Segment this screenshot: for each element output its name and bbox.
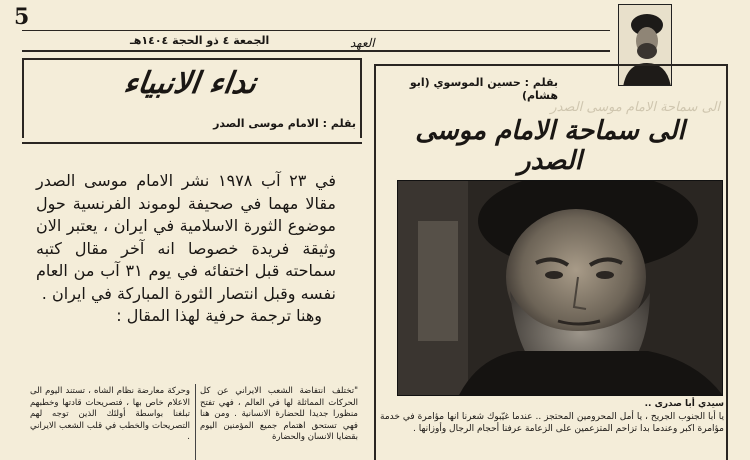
lead-paragraph: في ٢٣ آب ١٩٧٨ نشر الامام موسى الصدر مقالا مهما في صحيفة لوموند الفرنسية حول موضوع الثورة الاسلامية في ايران ، يعتبر الان وثيقة فريدة خصوصا انه آخر مقال كتبه سماحته قبل اختفائه في يوم ٣١ آب من العام نفسه وقبل انتصار الثورة المباركة في ايران . <box>36 171 336 303</box>
page-number: 5 <box>14 4 30 30</box>
right-byline: بقلم : حسين الموسوي (ابو هشام) <box>409 76 558 102</box>
headline: الى سماحة الامام موسى الصدر <box>415 116 685 176</box>
article-column-right: "تختلف انتفاضة الشعب الايراني عن كل الحركات المماثلة لها في العالم ، فهي تفتح منظورا جديدا للحضارة الانسانية . ومن هنا فهي تستحق اهتمام جميع المؤمنين اليوم بقضايا الانسان والحضارة <box>200 386 358 442</box>
column-title: نداء الانبياء <box>121 66 259 101</box>
caption-salute: سيدي أبا صدرى .. <box>644 399 724 409</box>
bleed-through-text: الى سماحة الامام موسى الصدر <box>550 100 720 115</box>
left-byline: بقلم : الامام موسى الصدر <box>213 117 356 130</box>
column-divider <box>195 384 196 460</box>
left-separator <box>22 142 362 144</box>
caption-body: يا أبا الجنوب الجريح ، يا أمل المحرومين المحتجز .. عندما غيّبوك شعرنا انها مؤامرة في خدمة مؤامرة اكبر وعندما بدا تزاحم المتزعمين على الزعامة عرفنا أحجام الرجال وأوزانها . <box>380 411 724 434</box>
header-rule-bottom <box>22 50 610 52</box>
masthead: العهد <box>350 36 375 50</box>
header-date: الجمعة ٤ ذو الحجة ١٤٠٤هـ <box>130 34 270 47</box>
portrait-photo-image <box>398 181 723 396</box>
photo-caption <box>380 398 724 436</box>
article-photo <box>397 180 723 396</box>
article-column-left: وحركة معارضة نظام الشاه ، تستند اليوم الى الاعلام خاص بها ، فتصريحات قادتها وخطبهم تبلغنا بواسطة أولئك الذين توجه لهم التصريحات والخطب في قلب الشعب الايراني . <box>30 386 190 442</box>
header-rule-top <box>22 30 610 31</box>
lead-article <box>36 170 336 328</box>
lead-closing: وهنا ترجمة حرفية لهذا المقال : <box>116 306 322 325</box>
